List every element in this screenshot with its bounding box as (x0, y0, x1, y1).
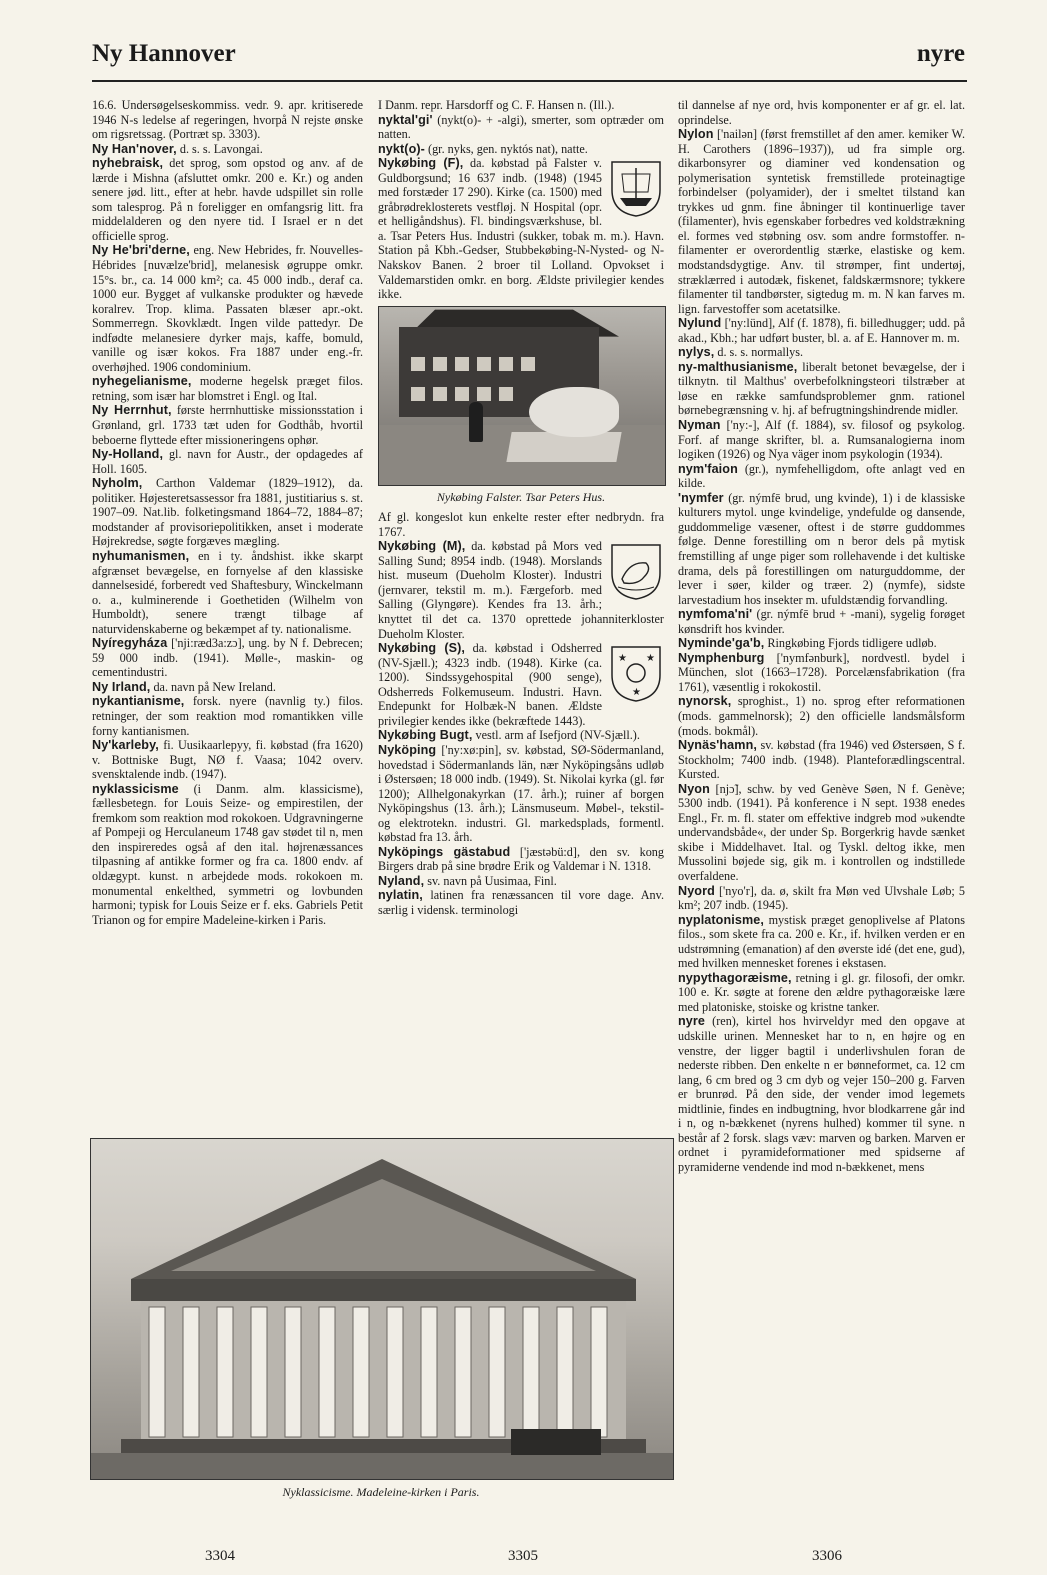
entry-headword: Nykøbing (S), (378, 641, 466, 656)
page-number-middle: 3305 (508, 1548, 538, 1564)
entry-text: det sprog, som opstod og anv. af de lærde i Mishna (afsluttet omkr. 200 e. Kr.) og anden senere jød. litt., efter at hebr. havde udspillet sin rolle som talesprog. På n foreligger en omfangsrig litt. fra middelalderen og den nyere tid. I Israel er n det officielle sprog. (92, 156, 363, 243)
entry-text: (gr. nýmfē brud, ung kvinde), 1) i de klassiske kulturers mytol. unge kvindelige, yndefulde og dansende, guddommelige væsener, oftest i de større guddommes følge. Denne forestilling om n beror dels på mytisk fremstilling af unge piger som rollehavende i det kultiske drama, dels på forestillingen om naturguddomme, der lever i søer, kilder og træer. 2) (nymfe), sidste larvestadium hos insekter m. ufuldstændig forvandling. (678, 490, 965, 607)
entry-headword: Nyminde'ga'b, (678, 636, 765, 651)
entry-headword: Nyköping (378, 742, 437, 757)
entry-text: I Danm. repr. Harsdorff og C. F. Hansen n. (Ill.). (378, 98, 615, 112)
figure-madeleine (90, 1138, 672, 1478)
entry-headword: Nynäs'hamn, (678, 738, 757, 753)
entry-text: moderne hegelsk præget filos. retning, som især har blomstret i Engl. og Ital. (92, 374, 363, 403)
entry-headword: Ny-Holland, (92, 447, 164, 462)
entry-text: ['ny:lünd], Alf (f. 1878), fi. billedhugger; udd. på akad., Kbh.; har udført buster, bl. a. af E. Hannover m. m. (678, 316, 965, 345)
entry-headword: nypythagoræisme, (678, 970, 792, 985)
dictionary-entry (92, 243, 363, 374)
column-2-bottom (378, 510, 664, 917)
figure-caption-nykobing: Nykøbing Falster. Tsar Peters Hus. (436, 489, 606, 504)
entry-headword: Nyíregyháza (92, 636, 168, 651)
dictionary-entry (378, 539, 664, 641)
dictionary-entry (678, 360, 965, 418)
page-number-right: 3306 (812, 1548, 842, 1564)
entry-headword: nykt(o)- (378, 141, 425, 156)
entry-headword: nyhumanismen, (92, 548, 190, 563)
entry-text: sproghist., 1) no. sprog efter reformationen (mods. gammelnorsk); 2) den officielle landsmålsform (mods. bokmål). (678, 694, 965, 738)
entry-headword: Nykøbing (F), (378, 156, 464, 171)
entry-text: liberalt betonet bevægelse, der i tilknytn. til Malthus' overbefolkningsteori tilstræber at løse en række samfundsproblemer gnm. rationel børnebegrænsning v. hj. af befrugtningshindrende midler. (678, 359, 965, 418)
entry-headword: nykantianisme, (92, 694, 185, 709)
dictionary-entry (678, 127, 965, 316)
svg-text:★: ★ (646, 653, 655, 665)
entry-text: 16.6. Undersøgelseskommiss. vedr. 9. apr. kritiserede 1946 N-s ledelse af regeringen, hvorpå N rejste ønske om rigsretssag. (Portræt sp. 3303). (92, 98, 363, 142)
entry-headword: nyklassicisme (92, 781, 179, 796)
entry-text: (nykt(o)- + -algi), smerter, som optræder om natten. (378, 112, 664, 142)
dictionary-entry (678, 491, 965, 607)
entry-headword: nyktal'gi' (378, 112, 433, 127)
entry-text: da. navn på New Ireland. (150, 679, 276, 694)
entry-text: ['nailən] (først fremstillet af den amer. kemiker W. H. Carothers (1896–1937)), ud fra simple org. dikarbonsyrer og diaminer ved kondensation og polymerisation syntetisk fremstillede proteinagtige forbindelser (polyamider), der i smeltet tilstand kan trykkes ud gnm. fine åbninger til kontinuerlige taver (filamenter), hvis egenskaber forbedres ved koldstrækning el. formes ved støbning osv. som andre formstoffer. n-filamenter er overordentlig stærke, elastiske og kem. modstandsdygtige. Anv. til strømper, fint undertøj, stræklærred i autodæk, fiskenet, faldskærmsnore; tykkere filamenter til tandbørster, sigtedug m. m. N kan farves m. lign. farvestoffer som acetatsilke. (678, 127, 965, 316)
entry-text: ['jæstəbü:d], den sv. kong Birgers drab på sine brødre Erik og Valdemar i N. 1318. (378, 844, 664, 874)
dictionary-entry (92, 782, 363, 927)
entry-headword: Ny Han'nover, (92, 141, 177, 156)
dictionary-entry (92, 680, 363, 695)
column-1 (92, 98, 363, 927)
running-head-left: Ny Hannover (92, 40, 236, 67)
dictionary-entry (378, 510, 664, 539)
entry-headword: Nyon (678, 781, 710, 796)
dictionary-entry (378, 641, 664, 728)
entry-text: [njɔ̃], schw. by ved Genève Søen, N f. Genève; 5300 indb. (1941). På konference i N sept. 1938 enedes Engl., Fr. m. fl. stater om effektive indgreb mod »ukendte undervandsbåde«, der under Sp. Borgerkrig havde sænket skibe i Middelhavet. Ital. og Tyskl. deltog ikke, men Mussolini bøjede sig, gik m. i kontrollen og indstillede overfaldene. (678, 781, 965, 883)
dictionary-entry (92, 156, 363, 243)
page-number-left: 3304 (205, 1548, 235, 1564)
dictionary-entry (92, 636, 363, 680)
dictionary-entry (678, 345, 965, 360)
entry-headword: Nylund (678, 316, 722, 331)
column-2-top (378, 98, 664, 302)
entry-headword: Nyman (678, 418, 721, 433)
dictionary-entry (92, 694, 363, 738)
dictionary-entry (678, 782, 965, 884)
entry-text: fi. Uusikaarlepyy, fi. købstad (fra 1620) v. Bottniske Bugt, NØ f. Vaasa; 1042 overv. svensktalende indb. (1947). (92, 738, 363, 782)
dictionary-entry (378, 156, 664, 301)
entry-headword: Nyord (678, 883, 715, 898)
photo-tsar-peters-hus (378, 306, 666, 486)
crest-nykobing-falster-icon (608, 158, 664, 218)
entry-headword: nynorsk, (678, 694, 732, 709)
entry-headword: Ny'karleby, (92, 738, 159, 753)
svg-text:★: ★ (632, 687, 641, 699)
dictionary-entry (378, 743, 664, 845)
entry-text: d. s. s. normallys. (714, 345, 804, 360)
entry-text: d. s. s. Lavongai. (176, 141, 263, 156)
column-3 (678, 98, 965, 1174)
dictionary-entry (678, 694, 965, 738)
entry-text: ['nyo'r], da. ø, skilt fra Møn ved Ulvshale Løb; 5 km²; 207 indb. (1945). (678, 883, 965, 913)
entry-text: Ringkøbing Fjords tidligere udløb. (764, 636, 937, 651)
dictionary-entry (92, 98, 363, 142)
dictionary-entry (378, 728, 664, 743)
entry-headword: Ny He'bri'derne, (92, 243, 190, 258)
dictionary-entry (678, 971, 965, 1015)
dictionary-entry (678, 98, 965, 127)
entry-text: (ren), kirtel hos hvirveldyr med den opgave at udskille urinen. Mennesket har to n, en højre og en venstre, der ligger bagtil i underlivshulen foran de nederste ribben. Den enkelte n er bønneformet, ca. 12 cm lang, 6 cm bred og 3 cm dyb og vejer 150–200 g. Farven er brunrød. På den side, der vender imod legemets midtlinie, findes en indbugtning, hvor blodkarrene går ind i n, og n-bækkenet (nyrens hulhed) kommer til syne. n består af 2 forsk. slags væv: marven og barken. Marven er ordnet i pyramideformationer med spidserne af pyramiderne vendende ind mod n-bækkenet, mens (678, 1014, 965, 1174)
entry-headword: ny-malthusianisme, (678, 359, 798, 374)
dictionary-entry (92, 476, 363, 549)
dictionary-entry (378, 874, 664, 889)
entry-headword: nyhebraisk, (92, 156, 164, 171)
entry-headword: Nylon (678, 127, 714, 142)
entry-text: første herrnhuttiske missionsstation i Grønland, grl. 1733 tæt uden for Godthåb, hvortil beboerne flyttede efter missioneringens ophør. (92, 403, 363, 447)
entry-text: ['nymfənburk], nordvestl. bydel i München, slot (1663–1728). Porcelænsfabrikation (fra 1761), væsentlig i rokokostil. (678, 650, 965, 694)
dictionary-entry (678, 607, 965, 636)
dictionary-entry (678, 1014, 965, 1174)
entry-headword: Ny Irland, (92, 679, 151, 694)
dictionary-entry (678, 418, 965, 462)
entry-headword: Ny Herrnhut, (92, 403, 172, 418)
dictionary-entry (92, 447, 363, 476)
entry-text: en i ty. åndshist. ikke skarpt afgrænset bevægelse, en fornyelse af den klassiske dannelsesidé, forberedt ved Shaftesbury, Winckelmann o. a., kulminerende i Goethetiden (Wilhelm von Humboldt), senere trængt tilbage af naturvidenskaberne og bekæmpet af ty. nationalisme. (92, 548, 363, 636)
entry-text: til dannelse af nye ord, hvis komponenter er af gr. el. lat. oprindelse. (678, 98, 965, 127)
page-header (92, 40, 965, 76)
entry-text: forsk. nyere (navnlig ty.) filos. retninger, der som reaktion mod romantikken ville forny kantianismen. (92, 694, 363, 738)
dictionary-entry (678, 636, 965, 651)
entry-headword: 'nymfer (678, 490, 724, 505)
figure-caption-madeleine: Nyklassicisme. Madeleine-kirken i Paris. (282, 1485, 480, 1499)
dictionary-entry (378, 142, 664, 157)
entry-text: da. købstad på Mors ved Salling Sund; 8954 indb. (1948). Morslands hist. museum (Dueholm Kloster). Industri (jernvarer, tekstil m. m.). Færgeforb. med Salling (Glyngøre). Kendes fra 13. årh.; knyttet til det ca. 1370 oprettede johanniterkloster Dueholm Kloster. (378, 539, 664, 641)
entry-text: Af gl. kongeslot kun enkelte rester efter nedbrydn. fra 1767. (378, 510, 664, 539)
entry-text: sv. købstad (fra 1946) ved Østersøen, S f. Stockholm; 7400 indb. (1948). Planteforædlingscentral. Kursted. (678, 738, 965, 782)
figure-nykobing (378, 306, 664, 505)
entry-text: latinen fra renæssancen til vore dage. Anv. særlig i vidensk. terminologi (378, 888, 664, 917)
entry-text: (gr. nýmfē brud + -mani), sygelig forøget kønsdrift hos kvinder. (678, 607, 965, 636)
dictionary-entry (92, 403, 363, 447)
entry-text: retning i gl. gr. filosofi, der omkr. 100 e. Kr. søgte at forene den ældre pythagoræiske lære med platoniske, stoiske og kristne tanker. (678, 970, 965, 1014)
entry-text: ['nji:ræd3a:zɔ], ung. by N f. Debrecen; 59 000 indb. (1941). Mølle-, maskin- og cementindustri. (92, 636, 363, 680)
entry-headword: Nykøbing Bugt, (378, 728, 473, 743)
entry-text: Carthon Valdemar (1829–1912), da. politiker. Højesteretsassessor fra 1881, justitiarius s. st. 1907–09. Nat.lib. folketingsmand 1864–72, 1884–87; modstander af provisoriepolitikken, anset i moderate Højrekredse, søgte forgæves mægling. (92, 476, 363, 549)
entry-headword: nylatin, (378, 888, 423, 903)
entry-headword: Nyland, (378, 873, 425, 888)
entry-text: da. købstad på Falster v. Guldborgsund; 16 637 indb. (1948) (1945 med forstæder 17 290). Kirke (ca. 1500) med gråbrødreklosterets vestfløj. N Hospital (opr. et helligåndshus). Fl. bindingsværkshuse, bl. a. Tsar Peters Hus. Industri (sukker, tobak m. m.). Havn. Station på Kbh.-Gedser, Stubbekøbing-N-Nysted- og N-Nakskov Banen. 2 broer til Lolland. Opvokset i Valdemarstiden omkr. en borg. Ældste privilegier kendes ikke. (378, 156, 664, 302)
running-head-right: nyre (916, 40, 965, 67)
dictionary-entry (678, 316, 965, 345)
dictionary-entry (678, 462, 965, 491)
entry-headword: nyhegelianisme, (92, 374, 192, 389)
dictionary-entry (678, 884, 965, 913)
dictionary-entry (678, 738, 965, 782)
dictionary-entry (678, 651, 965, 695)
dictionary-entry (678, 913, 965, 971)
entry-text: ['ny:xø:pin], sv. købstad, SØ-Södermanland, hovedstad i Södermanlands län, nær Nyköpingsåns udløb i Østersøen; 18 000 indb. (1949). St. Nikolai kyrka (gl. før 1200); Allhelgonakyrkan (17. årh.); ruiner af borgen Nyköpingshus (13. årh.); Länsmuseum. Møbel-, tekstil- og elektrotekn. industri. Gl. markedsplads, formentl. købstad fra 13. årh. (378, 742, 664, 845)
header-rule (92, 80, 967, 82)
entry-text: (gr.), nymfehelligdom, ofte anlagt ved en kilde. (678, 461, 965, 491)
entry-text: gl. navn for Austr., der opdagedes af Holl. 1605. (92, 447, 363, 476)
entry-headword: Nymphenburg (678, 650, 765, 665)
entry-text: da. købstad i Odsherred (NV-Sjæll.); 4323 indb. (1948). Kirke (ca. 1200). Sindssygehospital (900 senge), Odsherreds Folkemuseum. Industri. Havn. Endepunkt for Holbæk-N banen. Ældste privilegier kendes ikke (bekræftede 1443). (378, 641, 602, 728)
entry-text: sv. navn på Uusimaa, Finl. (424, 873, 557, 888)
dictionary-entry (92, 374, 363, 403)
crest-nykobing-sjaelland-icon (608, 643, 664, 703)
entry-text: ['ny:-], Alf (f. 1884), sv. filosof og psykolog. Forf. af mange skrifter, bl. a. Rumsanalogierna inom logiken (1926) og Nya väger inom psykologin (1934). (678, 418, 965, 462)
column-2 (378, 98, 664, 918)
entry-headword: nyre (678, 1014, 706, 1029)
entry-headword: Nyholm, (92, 476, 143, 491)
church-illustration (91, 1139, 673, 1479)
entry-text: eng. New Hebrides, fr. Nouvelles-Hébrides [nuvælze'brid], melanesisk øgruppe omkr. 15°s. br., ca. 14 000 km²; ca. 45 000 indb., deraf ca. 1000 eur. Bygget af vulkanske produkter og hævede koralrev. Trop. klima. Passaten blæser apr.-okt. Sommerregn. Skovklædt. Ingen vilde pattedyr. De indfødte melanesiere dyrker majs, kaffe, bomuld, vanille og især kokos. Fra 1887 under eng.-fr. overhøjhed. 1906 condominium. (92, 243, 363, 374)
entry-text: (i Danm. alm. klassicisme), fællesbetegn. for Louis Seize- og empirestilen, der fremkom som reaktion mod rokokoen. Udgravningerne af Pompeji og Herculaneum 1748 gav stødet til n, men den inspireredes også af den ital. højrenæssances tilpasning af antikke former og fra ca. 1800 endv. af oldægypt. kunst. n arbejdede mods. rokokoen m. monumental enkelthed, symmetri og lovbunden harmoni; typisk for Louis Seize er f. eks. Gabriels Petit Trianon og for empire Madeleine-kirken i Paris. (92, 781, 363, 927)
entry-headword: Nykøbing (M), (378, 539, 466, 554)
dictionary-entry (378, 113, 664, 142)
entry-headword: nyplatonisme, (678, 912, 764, 927)
dictionary-entry (378, 98, 664, 113)
entry-text: mystisk præget genoplivelse af Platons filos., som skete fra ca. 200 e. Kr., if. hvilken verden er en udstrømning (emanation) af den øverste idé (det ene, gud), med hvilken mennesket forenes i ekstasen. (678, 912, 965, 971)
dictionary-entry (92, 738, 363, 782)
dictionary-entry (378, 888, 664, 917)
crest-nykobing-mors-icon (608, 541, 664, 601)
entry-headword: nylys, (678, 345, 715, 360)
svg-text:★: ★ (618, 653, 627, 665)
dictionary-entry (378, 845, 664, 874)
entry-text: vestl. arm af Isefjord (NV-Sjæll.). (472, 728, 640, 743)
entry-text: (gr. nyks, gen. nyktós nat), natte. (424, 141, 588, 156)
dictionary-entry (92, 549, 363, 636)
entry-headword: nym'faion (678, 461, 738, 476)
entry-headword: Nyköpings gästabud (378, 844, 511, 859)
entry-headword: nymfoma'ni' (678, 607, 753, 622)
dictionary-entry (92, 142, 363, 157)
photo-madeleine-kirken (90, 1138, 674, 1480)
